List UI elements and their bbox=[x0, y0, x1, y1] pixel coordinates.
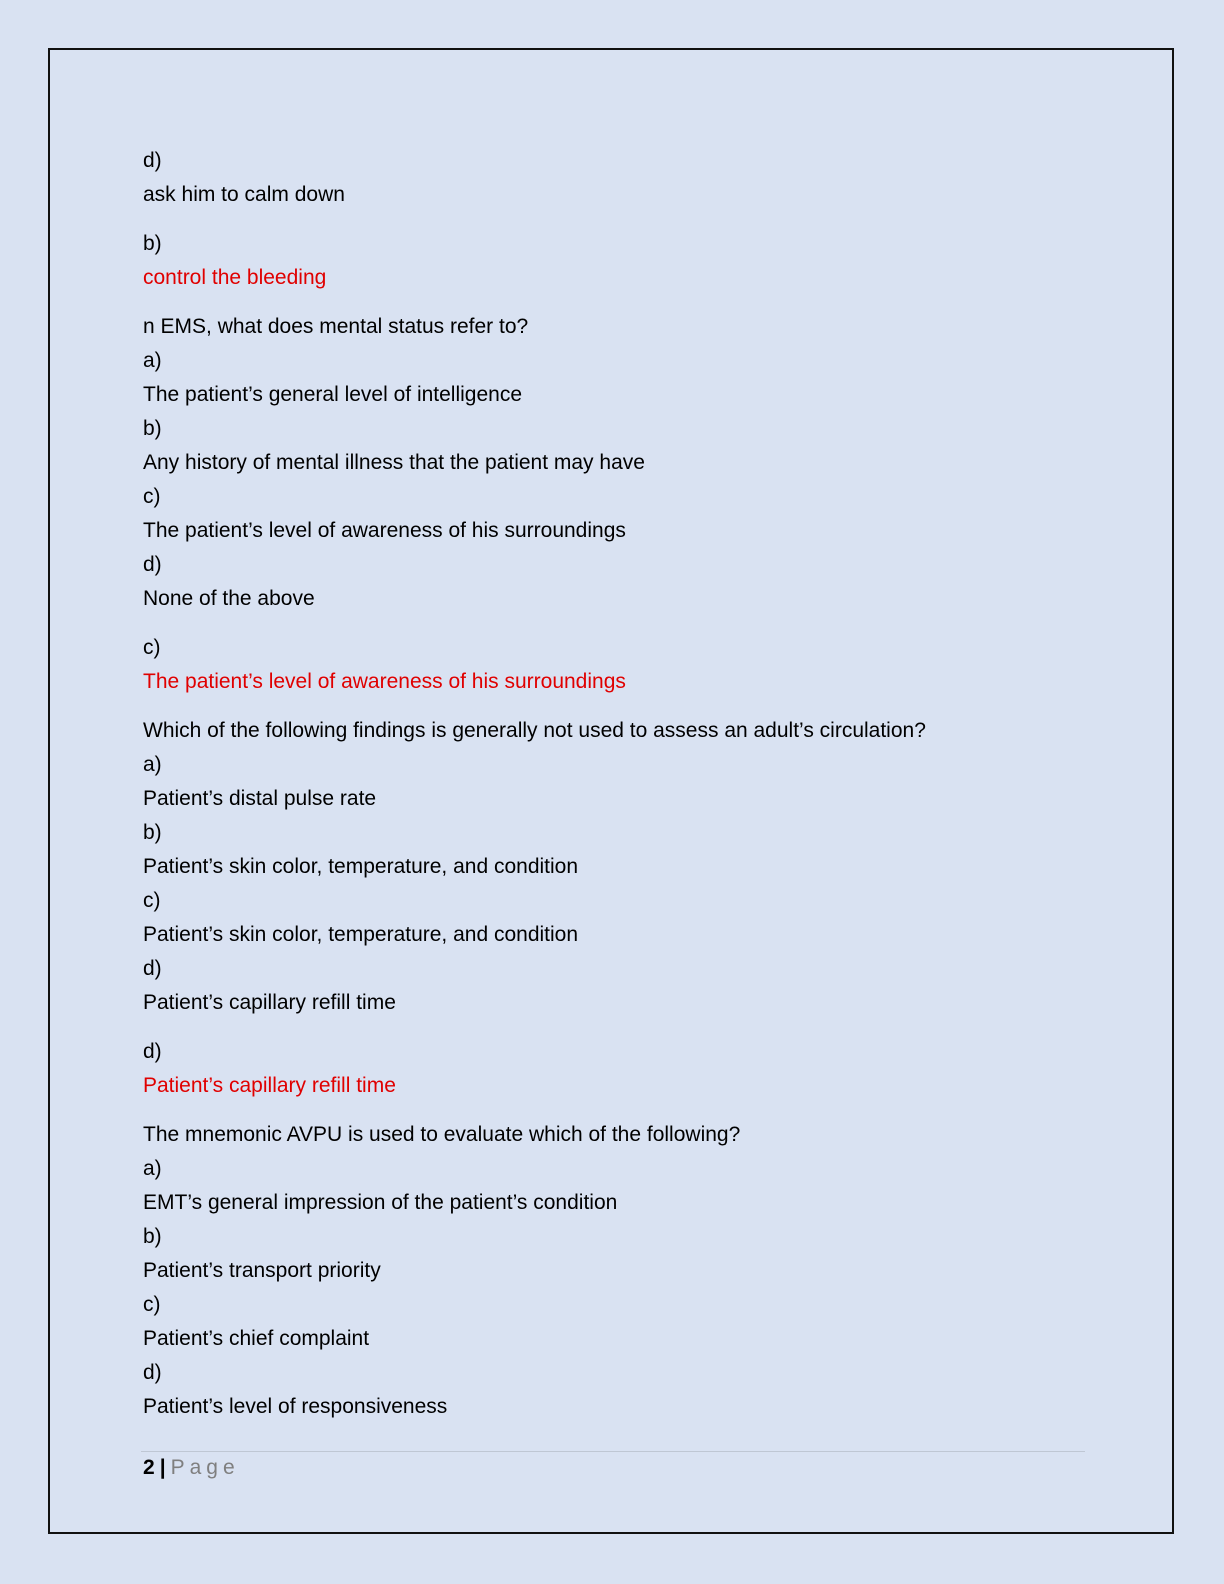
answer-block bbox=[143, 227, 1083, 295]
option-letter: b) bbox=[143, 821, 162, 844]
option-letter: d) bbox=[143, 1040, 162, 1063]
option-text: ask him to calm down bbox=[143, 183, 345, 206]
page-footer bbox=[143, 1453, 240, 1483]
page-label: Page bbox=[170, 1456, 240, 1479]
option-letter: b) bbox=[143, 1225, 162, 1248]
answer-block bbox=[143, 631, 1083, 699]
option-text: Patient’s capillary refill time bbox=[143, 991, 396, 1014]
block-spacer bbox=[143, 1103, 1083, 1118]
question-block bbox=[143, 1118, 1083, 1424]
option-text: Patient’s distal pulse rate bbox=[143, 787, 377, 810]
answer-text: control the bleeding bbox=[143, 266, 327, 289]
answer-text: Patient’s capillary refill time bbox=[143, 1074, 396, 1097]
option-letter: a) bbox=[143, 349, 162, 372]
question-block bbox=[143, 310, 1083, 616]
option-text: None of the above bbox=[143, 587, 315, 610]
question-block bbox=[143, 714, 1083, 1020]
footer-divider bbox=[141, 1451, 1085, 1452]
footer-separator: | bbox=[159, 1456, 166, 1479]
option-text: The patient’s general level of intelligence bbox=[143, 383, 523, 406]
block-spacer bbox=[143, 295, 1083, 310]
document-body bbox=[143, 144, 1083, 1424]
option-letter: d) bbox=[143, 553, 162, 576]
option-text: Patient’s transport priority bbox=[143, 1259, 381, 1282]
block-spacer bbox=[143, 699, 1083, 714]
option-letter: a) bbox=[143, 753, 162, 776]
option-letter: c) bbox=[143, 1293, 161, 1316]
option-letter: d) bbox=[143, 149, 162, 172]
block-spacer bbox=[143, 1020, 1083, 1035]
answer-text: The patient’s level of awareness of his surroundings bbox=[143, 670, 626, 693]
block-spacer bbox=[143, 616, 1083, 631]
question-block bbox=[143, 144, 1083, 212]
option-letter: b) bbox=[143, 417, 162, 440]
option-text: Patient’s chief complaint bbox=[143, 1327, 370, 1350]
option-letter: d) bbox=[143, 957, 162, 980]
option-letter: a) bbox=[143, 1157, 162, 1180]
option-text: Any history of mental illness that the patient may have bbox=[143, 451, 645, 474]
option-text: Patient’s level of responsiveness bbox=[143, 1395, 448, 1418]
page-number: 2 bbox=[143, 1456, 155, 1479]
block-spacer bbox=[143, 212, 1083, 227]
option-letter: c) bbox=[143, 889, 161, 912]
option-letter: d) bbox=[143, 1361, 162, 1384]
option-text: The patient’s level of awareness of his surroundings bbox=[143, 519, 626, 542]
option-text: Patient’s skin color, temperature, and condition bbox=[143, 855, 579, 878]
option-text: EMT’s general impression of the patient’s condition bbox=[143, 1191, 618, 1214]
option-letter: c) bbox=[143, 485, 161, 508]
option-text: Patient’s skin color, temperature, and condition bbox=[143, 923, 579, 946]
question-text: Which of the following findings is generally not used to assess an adult’s circulation? bbox=[143, 719, 926, 742]
answer-block bbox=[143, 1035, 1083, 1103]
question-text: The mnemonic AVPU is used to evaluate which of the following? bbox=[143, 1123, 741, 1146]
option-letter: b) bbox=[143, 232, 162, 255]
question-text: n EMS, what does mental status refer to? bbox=[143, 315, 529, 338]
option-letter: c) bbox=[143, 636, 161, 659]
